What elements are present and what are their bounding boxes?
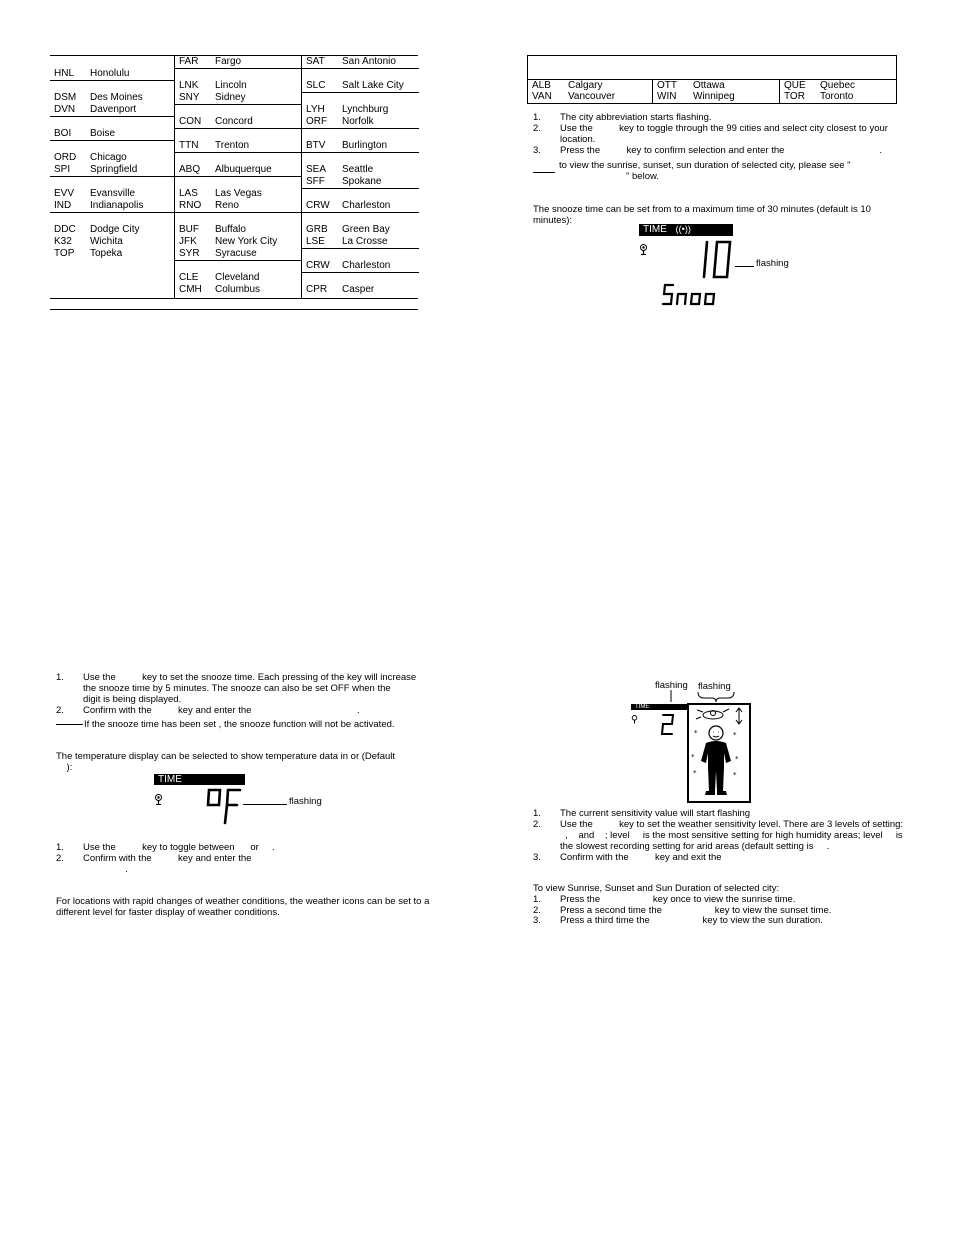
- city-row: [50, 104, 174, 116]
- city-row: [302, 200, 419, 212]
- city-group: [50, 176, 174, 213]
- city-abbreviation: ABQ: [179, 164, 201, 175]
- city-abbreviation: SFF: [306, 176, 325, 187]
- city-name: Cleveland: [215, 272, 260, 283]
- city-row: [50, 56, 174, 68]
- city-row: [175, 200, 301, 212]
- city-name: Winnipeg: [693, 91, 735, 102]
- city-group: [175, 212, 301, 261]
- step-text: .: [83, 864, 128, 875]
- snooze-flashing-leader: [735, 266, 754, 267]
- step-text: The current sensitivity value will start flashing: [560, 808, 751, 819]
- city-name: Chicago: [90, 152, 127, 163]
- city-name: Toronto: [820, 91, 854, 102]
- snooze-lcd-digits: [700, 240, 734, 280]
- city-row: [175, 68, 301, 80]
- snooze-lcd-time-bar: [639, 224, 733, 236]
- city-row: [528, 91, 652, 103]
- city-row: [175, 212, 301, 224]
- step-line: [533, 134, 903, 145]
- step-number: 1.: [533, 112, 541, 123]
- city-abbreviation: FAR: [179, 56, 199, 67]
- step-text: location.: [560, 134, 596, 145]
- step-number: 1.: [533, 808, 541, 819]
- us-table-column-2: [174, 56, 301, 298]
- city-row: [302, 236, 419, 248]
- us-city-table: [50, 55, 418, 299]
- city-name: Des Moines: [90, 92, 143, 103]
- step-line: [533, 852, 903, 863]
- city-name: Sidney: [215, 92, 246, 103]
- city-group: [50, 140, 174, 177]
- step-number: 1.: [56, 672, 64, 683]
- step-text: The city abbreviation starts flashing.: [560, 112, 712, 123]
- step-line: [533, 808, 903, 819]
- city-name: Calgary: [568, 80, 603, 91]
- svg-text:*: *: [733, 771, 737, 779]
- snooze-intro: [533, 204, 903, 226]
- city-row: [302, 104, 419, 116]
- city-group: [302, 152, 419, 189]
- svg-text:*: *: [694, 729, 698, 737]
- city-row: [302, 284, 419, 296]
- city-row: [175, 224, 301, 236]
- step-number: 2.: [533, 123, 541, 134]
- city-name: Dodge City: [90, 224, 140, 235]
- city-row: [302, 128, 419, 140]
- city-group: [302, 248, 419, 273]
- city-row: [50, 140, 174, 152]
- sens-lcd-time-bar: [631, 704, 687, 710]
- step-line: [533, 894, 903, 905]
- city-abbreviation: QUE: [784, 80, 806, 91]
- city-row: [175, 236, 301, 248]
- temp-intro: [56, 751, 426, 773]
- city-abbreviation: SNY: [179, 92, 200, 103]
- city-row: [50, 116, 174, 128]
- step-number: 2.: [56, 705, 64, 716]
- step-number: 2.: [56, 853, 64, 864]
- step-text: digit is being displayed.: [83, 694, 182, 705]
- city-abbreviation: K32: [54, 236, 72, 247]
- snooze-steps: [56, 672, 416, 716]
- us-table-column-3: [301, 56, 419, 298]
- city-row: [50, 188, 174, 200]
- city-row: [302, 212, 419, 224]
- city-row: [302, 152, 419, 164]
- city-name: New York City: [215, 236, 278, 247]
- city-row: [50, 80, 174, 92]
- step-number: 3.: [533, 915, 541, 926]
- step-text: Press a second time the key to view the sunset time.: [560, 904, 832, 916]
- step-text: Confirm with the key and enter the: [83, 853, 252, 864]
- snooze-lcd-word: [662, 283, 720, 307]
- city-row: [302, 176, 419, 188]
- city-abbreviation: CLE: [179, 272, 199, 283]
- city-abbreviation: LYH: [306, 104, 325, 115]
- sens-lcd-time-label: TIME: [635, 704, 650, 710]
- city-abbreviation: JFK: [179, 236, 197, 247]
- city-row: [302, 140, 419, 152]
- step-text: Confirm with the key and exit the: [560, 852, 722, 863]
- city-row: [175, 116, 301, 128]
- snooze-lcd-time-label: TIME: [643, 224, 667, 235]
- svg-text:*: *: [735, 755, 739, 763]
- city-name: Columbus: [215, 284, 261, 295]
- temp-lcd-time-bar: [154, 774, 245, 785]
- city-row: [653, 91, 779, 103]
- city-name: Burlington: [342, 140, 388, 151]
- sens-antenna-icon: [631, 715, 638, 724]
- city-name: Davenport: [90, 104, 137, 115]
- city-row: [302, 80, 419, 92]
- city-abbreviation: SEA: [306, 164, 327, 175]
- city-abbreviation: ORD: [54, 152, 77, 163]
- city-name: Fargo: [215, 56, 242, 67]
- city-name: Lynchburg: [342, 104, 389, 115]
- snooze-intro-line-2: minutes):: [533, 215, 573, 226]
- city-abbreviation: IND: [54, 200, 72, 211]
- city-name: San Antonio: [342, 56, 396, 67]
- canada-table-column-2: [652, 80, 779, 103]
- city-name: Norfolk: [342, 116, 374, 127]
- snooze-flashing-label: flashing: [756, 258, 789, 269]
- city-row: [302, 224, 419, 236]
- city-abbreviation: SLC: [306, 80, 326, 91]
- city-row: [50, 212, 174, 224]
- city-name: Trenton: [215, 140, 250, 151]
- city-row: [175, 56, 301, 68]
- city-row: [50, 224, 174, 236]
- city-abbreviation: CRW: [306, 260, 330, 271]
- city-abbreviation: CMH: [179, 284, 202, 295]
- city-name: Concord: [215, 116, 253, 127]
- city-row: [302, 272, 419, 284]
- step-number: 2.: [533, 819, 541, 830]
- city-row: [50, 128, 174, 140]
- city-row: [302, 188, 419, 200]
- city-name: Vancouver: [568, 91, 616, 102]
- city-group: [302, 92, 419, 129]
- city-row: [175, 128, 301, 140]
- city-group: [175, 128, 301, 153]
- step-line: [533, 841, 903, 852]
- city-name: Charleston: [342, 260, 391, 271]
- city-row: [175, 80, 301, 92]
- step-line: [56, 683, 416, 694]
- city-row: [50, 236, 174, 248]
- city-row: [175, 272, 301, 284]
- canada-table-column-1: [528, 80, 652, 103]
- city-group: [175, 176, 301, 213]
- city-abbreviation: SYR: [179, 248, 200, 259]
- snooze-note-text: If the snooze time has been set , the snooze function will not be activated.: [84, 719, 395, 730]
- city-group: [302, 212, 419, 249]
- sens-flashing-label-2: flashing: [698, 681, 731, 692]
- city-note-underline: [533, 172, 555, 173]
- step-line: [56, 705, 416, 716]
- city-note-line-1: to view the sunrise, sunset, sun duration of selected city, please see ": [559, 160, 851, 171]
- step-number: 1.: [56, 842, 64, 853]
- weather-man-icon: [689, 705, 747, 799]
- temp-lcd-time-label: TIME: [158, 774, 182, 785]
- city-row: [302, 68, 419, 80]
- temp-steps: [56, 842, 416, 875]
- step-text: Press the key once to view the sunrise time.: [560, 894, 796, 905]
- city-row: [780, 91, 897, 103]
- city-name: Syracuse: [215, 248, 257, 259]
- city-row: [302, 116, 419, 128]
- step-number: 3.: [533, 145, 541, 156]
- step-text: , and ; level is the most sensitive setting for high humidity areas; level is: [560, 830, 903, 841]
- us-table-column-1: [50, 56, 174, 298]
- city-row: [175, 260, 301, 272]
- city-name: Las Vegas: [215, 188, 262, 199]
- city-name: Salt Lake City: [342, 80, 404, 91]
- temp-intro-line-1: The temperature display can be selected to show temperature data in or (Default: [56, 751, 396, 762]
- weather-intro: [56, 896, 430, 918]
- step-line: [56, 694, 416, 705]
- sun-steps: [533, 894, 903, 926]
- city-row: [50, 92, 174, 104]
- city-name: Wichita: [90, 236, 123, 247]
- city-name: Springfield: [90, 164, 138, 175]
- city-group: [50, 116, 174, 141]
- city-row: [175, 248, 301, 260]
- city-abbreviation: DVN: [54, 104, 76, 115]
- city-name: Ottawa: [693, 80, 725, 91]
- step-text: Press the key to confirm selection and enter the .: [560, 145, 883, 156]
- city-group: [302, 68, 419, 93]
- step-line: [533, 819, 903, 830]
- temp-flashing-label: flashing: [289, 796, 322, 807]
- city-row: [175, 152, 301, 164]
- city-abbreviation: BTV: [306, 140, 326, 151]
- city-row: [302, 260, 419, 272]
- city-abbreviation: TTN: [179, 140, 199, 151]
- step-text: the snooze time by 5 minutes. The snooze can also be set OFF when the: [83, 683, 391, 694]
- city-abbreviation: TOP: [54, 248, 75, 259]
- step-text: Confirm with the key and enter the .: [83, 705, 360, 716]
- city-abbreviation: HNL: [54, 68, 75, 79]
- step-text: Use the key to toggle through the 99 cities and select city closest to your: [560, 123, 888, 134]
- city-name: Quebec: [820, 80, 856, 91]
- canada-city-table: [527, 55, 897, 104]
- city-steps: [533, 112, 903, 156]
- city-abbreviation: OTT: [657, 80, 677, 91]
- city-row: [302, 248, 419, 260]
- city-abbreviation: ALB: [532, 80, 551, 91]
- city-abbreviation: BUF: [179, 224, 199, 235]
- step-line: [533, 112, 903, 123]
- city-row: [50, 164, 174, 176]
- city-note-line-2: " below.: [626, 171, 659, 182]
- city-row: [50, 152, 174, 164]
- step-text: Press a third time the key to view the sun duration.: [560, 915, 823, 926]
- city-row: [302, 92, 419, 104]
- city-abbreviation: ORF: [306, 116, 328, 127]
- step-text: Use the key to set the weather sensitivity level. There are 3 levels of setting:: [560, 819, 904, 830]
- city-abbreviation: CON: [179, 116, 202, 127]
- city-abbreviation: LSE: [306, 236, 325, 247]
- city-row: [175, 140, 301, 152]
- city-name: Lincoln: [215, 80, 247, 91]
- city-name: Buffalo: [215, 224, 246, 235]
- step-number: 1.: [533, 894, 541, 905]
- step-number: 2.: [533, 904, 541, 916]
- city-group: [175, 104, 301, 129]
- city-name: Honolulu: [90, 68, 130, 79]
- sens-lcd-digit: [660, 713, 676, 737]
- city-row: [50, 200, 174, 212]
- step-line: [56, 842, 416, 853]
- sens-steps: [533, 808, 903, 863]
- step-number: 3.: [533, 852, 541, 863]
- city-row: [50, 248, 174, 260]
- canada-table-column-3: [779, 80, 897, 103]
- city-row: [50, 176, 174, 188]
- temp-lcd-digits: [205, 788, 245, 826]
- city-group: [50, 212, 174, 260]
- step-line: [533, 830, 903, 841]
- city-abbreviation: SPI: [54, 164, 71, 175]
- city-name: Green Bay: [342, 224, 390, 235]
- city-name: Topeka: [90, 248, 123, 259]
- section-divider: [50, 309, 418, 310]
- city-abbreviation: CRW: [306, 200, 330, 211]
- city-name: Seattle: [342, 164, 374, 175]
- city-abbreviation: VAN: [532, 91, 552, 102]
- city-abbreviation: BOI: [54, 128, 72, 139]
- city-name: Spokane: [342, 176, 382, 187]
- city-name: Albuquerque: [215, 164, 272, 175]
- city-group: [50, 80, 174, 117]
- city-name: Indianapolis: [90, 200, 144, 211]
- svg-text:*: *: [733, 731, 737, 739]
- step-line: [56, 672, 416, 683]
- city-abbreviation: LNK: [179, 80, 199, 91]
- snooze-intro-line-1: The snooze time can be set from to a maximum time of 30 minutes (default is 10: [533, 204, 871, 215]
- city-group: [302, 188, 419, 213]
- city-abbreviation: GRB: [306, 224, 328, 235]
- step-line: [56, 853, 416, 864]
- step-line: [533, 145, 903, 156]
- city-name: La Crosse: [342, 236, 388, 247]
- step-line: [533, 905, 903, 916]
- city-group: [302, 128, 419, 153]
- step-text: Use the key to set the snooze time. Each pressing of the key will increase: [83, 672, 417, 683]
- city-group: [50, 56, 174, 81]
- city-row: [302, 56, 419, 68]
- alarm-signal-icon: ((•)): [675, 224, 691, 234]
- city-row: [50, 68, 174, 80]
- note-underline: [56, 724, 83, 725]
- city-abbreviation: DDC: [54, 224, 76, 235]
- city-abbreviation: EVV: [54, 188, 75, 199]
- temp-intro-line-2: ):: [56, 762, 73, 773]
- city-abbreviation: LAS: [179, 188, 198, 199]
- temp-antenna-icon: [154, 794, 163, 805]
- city-row: [175, 176, 301, 188]
- city-abbreviation: DSM: [54, 92, 77, 103]
- temp-flashing-leader: [243, 804, 287, 805]
- step-line: [533, 915, 903, 926]
- step-text: the slowest recording setting for arid areas (default setting is .: [560, 841, 830, 852]
- canada-table-header: [528, 56, 896, 80]
- svg-text:*: *: [693, 769, 697, 777]
- city-row: [175, 284, 301, 296]
- city-group: [175, 68, 301, 105]
- step-text: Use the key to toggle between or .: [83, 842, 275, 853]
- sens-flashing-label-1: flashing: [655, 680, 688, 691]
- city-name: Reno: [215, 200, 239, 211]
- weather-intro-line-1: For locations with rapid changes of weather conditions, the weather icons can be set to a: [56, 896, 430, 907]
- step-line: [533, 123, 903, 134]
- city-group: [302, 272, 419, 294]
- weather-intro-line-2: different level for faster display of weather conditions.: [56, 907, 280, 918]
- sun-intro: To view Sunrise, Sunset and Sun Duration of selected city:: [533, 883, 780, 894]
- city-row: [175, 92, 301, 104]
- step-line: [56, 864, 416, 875]
- city-group: [175, 152, 301, 177]
- city-row: [175, 164, 301, 176]
- city-row: [175, 188, 301, 200]
- svg-text:*: *: [691, 753, 695, 761]
- city-name: Charleston: [342, 200, 391, 211]
- city-abbreviation: CPR: [306, 284, 328, 295]
- snooze-antenna-icon: [639, 244, 648, 255]
- city-name: Casper: [342, 284, 375, 295]
- city-abbreviation: RNO: [179, 200, 202, 211]
- city-abbreviation: TOR: [784, 91, 805, 102]
- city-name: Evansville: [90, 188, 136, 199]
- city-group: [175, 260, 301, 296]
- city-abbreviation: SAT: [306, 56, 325, 67]
- city-name: Boise: [90, 128, 116, 139]
- city-row: [175, 104, 301, 116]
- city-abbreviation: WIN: [657, 91, 677, 102]
- city-row: [302, 164, 419, 176]
